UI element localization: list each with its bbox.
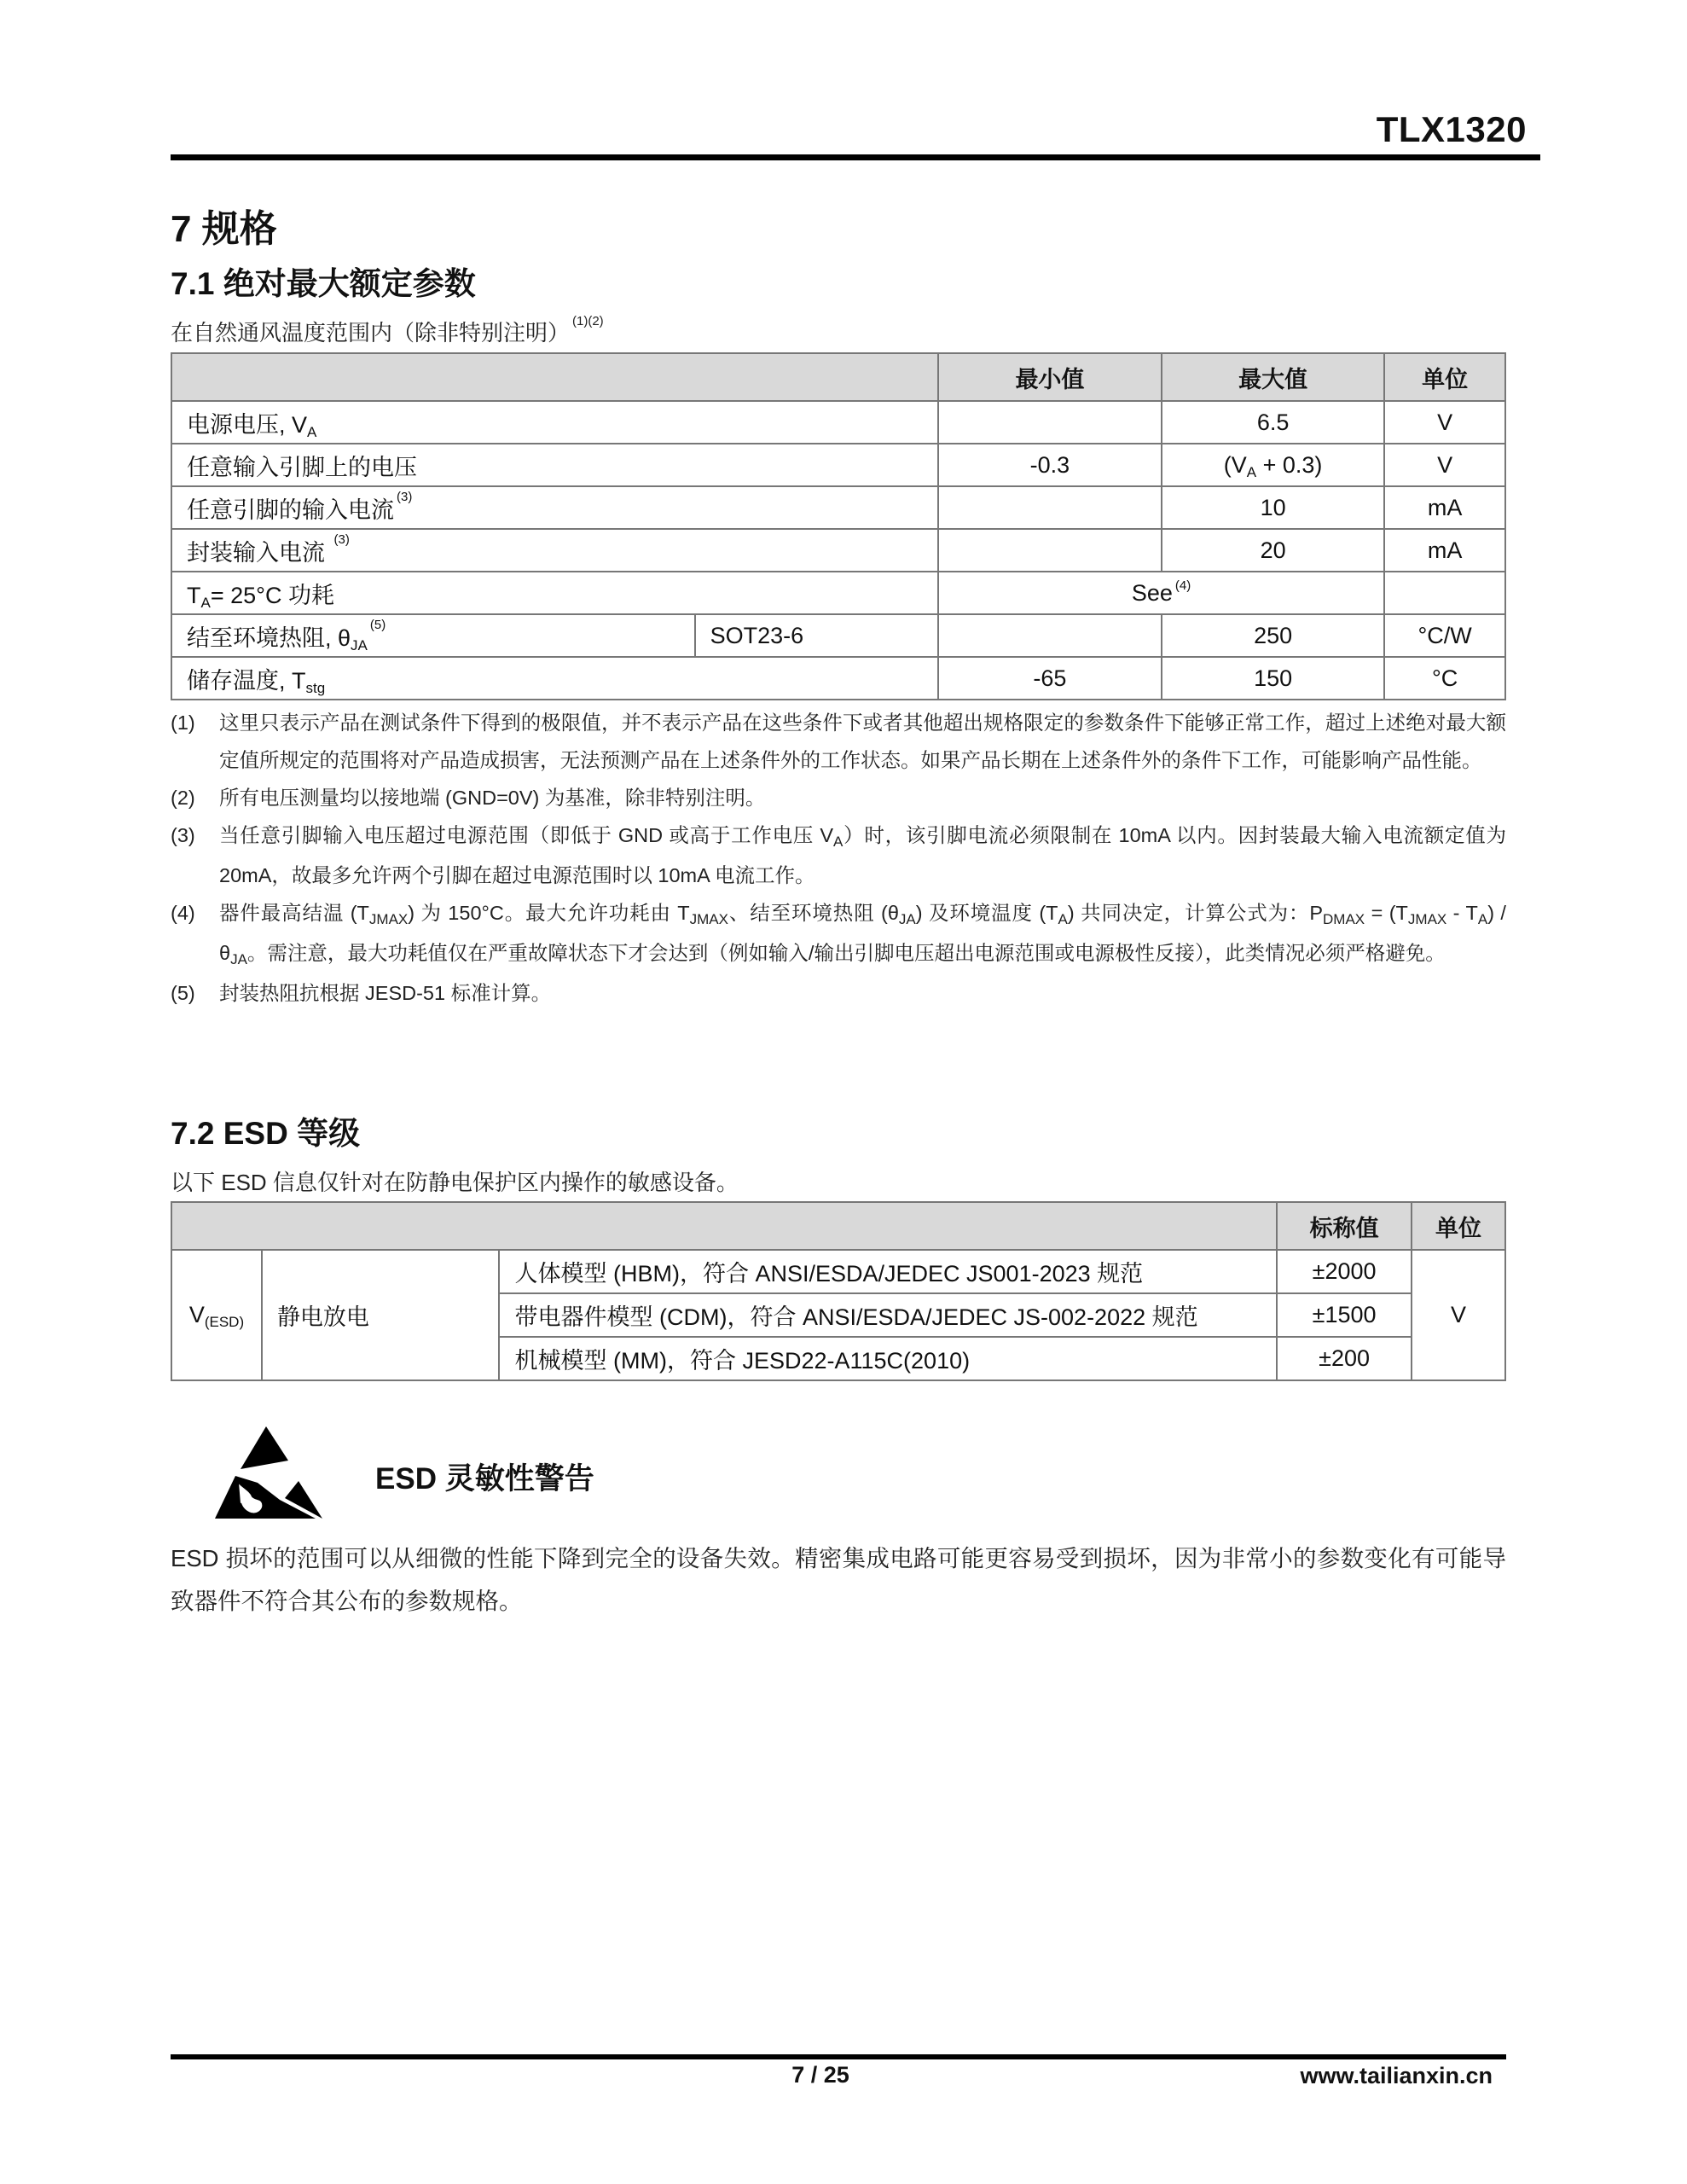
website-link[interactable]: www.tailianxin.cn — [1300, 2063, 1493, 2088]
value-cell: ±2000 — [1277, 1250, 1412, 1293]
param-cell: 结至环境热阻, $\theta_{JA}^{(5)}$ — [171, 614, 695, 657]
header-unit: 单位 — [1384, 353, 1505, 401]
value-cell: ±1500 — [1277, 1293, 1412, 1337]
footnote-ref[interactable]: (3) — [397, 489, 413, 504]
unit-cell: °C/W — [1384, 614, 1505, 657]
table-row — [171, 401, 1505, 444]
max-cell: 10 — [1162, 486, 1384, 529]
table-row — [171, 614, 1505, 657]
unit-cell: V — [1412, 1250, 1505, 1380]
esd-symbol-cell: $V_{(ESD)}$ — [171, 1250, 262, 1380]
table-row — [171, 444, 1505, 486]
unit-cell: mA — [1384, 529, 1505, 572]
footnote-ref[interactable]: (4) — [1174, 578, 1191, 593]
section-title: 7 规格 — [171, 208, 277, 250]
table-row — [171, 529, 1505, 572]
min-cell — [938, 486, 1162, 529]
page-number: 7 / 25 — [791, 2062, 849, 2088]
document-part-number: TLX1320 — [1376, 109, 1527, 149]
table-row — [171, 486, 1505, 529]
header-min: 最小值 — [938, 353, 1162, 401]
header-max: 最大值 — [1162, 353, 1384, 401]
header-blank — [171, 1202, 1277, 1250]
table-header-row — [171, 353, 1505, 401]
footer-rule — [171, 2054, 1506, 2059]
header-unit: 单位 — [1412, 1202, 1505, 1250]
header-param — [171, 353, 938, 401]
max-cell: 20 — [1162, 529, 1384, 572]
footnote-item: (4) 器件最高结温 $(T_{JMAX})$ 为 150°C。最大允许功耗由 $T_{JMAX}$、结至环境热阻 $(\theta_{JA})$ 及环境温度 $(T_A)$ 共同决定，计算公式为：$P_{DMAX} = (T_{JMAX} - T_A) / \theta_{JA}$。需注意，最大功耗值仅在严重故障状态下才会达到（例如输入/输出引脚电压超出电源范围或电源极性反接），此类情况必须严格避免。 — [171, 902, 1506, 967]
footnote-item: (3) 当任意引脚输入电压超过电源范围（即低于 GND 或高于工作电压 $V_A$）时，该引脚电流必须限制在 10mA 以内。因封装最大输入电流额定值为 20mA，故最多允许两个引脚在超过电源范围时以 10mA 电流工作。 — [171, 824, 1506, 886]
param-cell: $T_A= 25^\circ C$ 功耗 — [171, 572, 938, 614]
header-rule — [171, 154, 1540, 160]
param-cell: 任意引脚的输入电流$^{(3)}$ — [171, 486, 938, 529]
table-header-row — [171, 1202, 1505, 1250]
abs-max-title: 7.1 绝对最大额定参数 — [171, 266, 476, 301]
footnote-ref[interactable]: (5) — [369, 617, 386, 632]
abs-max-table — [171, 352, 1506, 700]
min-cell — [938, 614, 1162, 657]
min-cell — [938, 529, 1162, 572]
max-cell: 250 — [1162, 614, 1384, 657]
unit-cell: mA — [1384, 486, 1505, 529]
table-row — [171, 1250, 1505, 1293]
unit-cell: V — [1384, 401, 1505, 444]
footnotes — [171, 704, 1506, 1012]
max-cell: 6.5 — [1162, 401, 1384, 444]
unit-cell: V — [1384, 444, 1505, 486]
esd-table — [171, 1201, 1506, 1381]
param-cell: 封装输入电流 $^{(3)}$ — [171, 529, 938, 572]
param-cell: 储存温度, $T_{stg}$ — [171, 657, 938, 700]
max-cell: 150 — [1162, 657, 1384, 700]
min-cell: -65 — [938, 657, 1162, 700]
table-row — [171, 572, 1505, 614]
package-cell: SOT23-6 — [695, 614, 938, 657]
abs-max-subtitle: 在自然通风温度范围内（除非特别注明） $^{(1)(2)}$ — [171, 314, 604, 346]
unit-cell — [1384, 572, 1505, 614]
esd-title: 7.2 ESD 等级 — [171, 1116, 361, 1151]
esd-subtitle: 以下 ESD 信息仅针对在防静电保护区内操作的敏感设备。 — [171, 1170, 739, 1195]
min-cell: -0.3 — [938, 444, 1162, 486]
value-cell: ±200 — [1277, 1337, 1412, 1380]
param-cell: 任意输入引脚上的电压 — [171, 444, 938, 486]
table-row — [171, 657, 1505, 700]
merged-value-cell: See $^{(4)}$ — [938, 572, 1384, 614]
esd-name-cell: 静电放电 — [262, 1250, 500, 1380]
footnote-item: (1) 这里只表示产品在测试条件下得到的极限值，并不表示产品在这些条件下或者其他超出规格限定的参数条件下能够正常工作，超过上述绝对最大额定值所规定的范围将对产品造成损害，无法预测产品在上述条件外的工作状态。如果产品长期在上述条件外的条件下工作，可能影响产品性能。 — [171, 712, 1506, 771]
header-value: 标称值 — [1277, 1202, 1412, 1250]
model-cell: 带电器件模型 (CDM)，符合 ANSI/ESDA/JEDEC JS-002-2022 规范 — [499, 1293, 1277, 1337]
footnote-ref[interactable]: (3) — [333, 531, 350, 547]
esd-sensitive-icon — [206, 1426, 328, 1522]
unit-cell: °C — [1384, 657, 1505, 700]
footnote-item: (5) 封装热阻抗根据 JESD-51 标准计算。 — [171, 982, 552, 1004]
param-cell: 电源电压, $V_A$ — [171, 401, 938, 444]
footnote-ref[interactable]: (1)(2) — [572, 314, 604, 328]
model-cell: 人体模型 (HBM)，符合 ANSI/ESDA/JEDEC JS001-2023 规范 — [499, 1250, 1277, 1293]
esd-warning-title: ESD 灵敏性警告 — [375, 1462, 594, 1496]
footnote-item: (2) 所有电压测量均以接地端 (GND=0V) 为基准，除非特别注明。 — [171, 787, 766, 809]
min-cell — [938, 401, 1162, 444]
model-cell: 机械模型 (MM)，符合 JESD22-A115C(2010) — [499, 1337, 1277, 1380]
max-cell: $(V_A + 0.3)$ — [1162, 444, 1384, 486]
esd-warning-text: ESD 损坏的范围可以从细微的性能下降到完全的设备失效。精密集成电路可能更容易受到损坏，因为非常小的参数变化有可能导致器件不符合其公布的参数规格。 — [171, 1545, 1506, 1614]
